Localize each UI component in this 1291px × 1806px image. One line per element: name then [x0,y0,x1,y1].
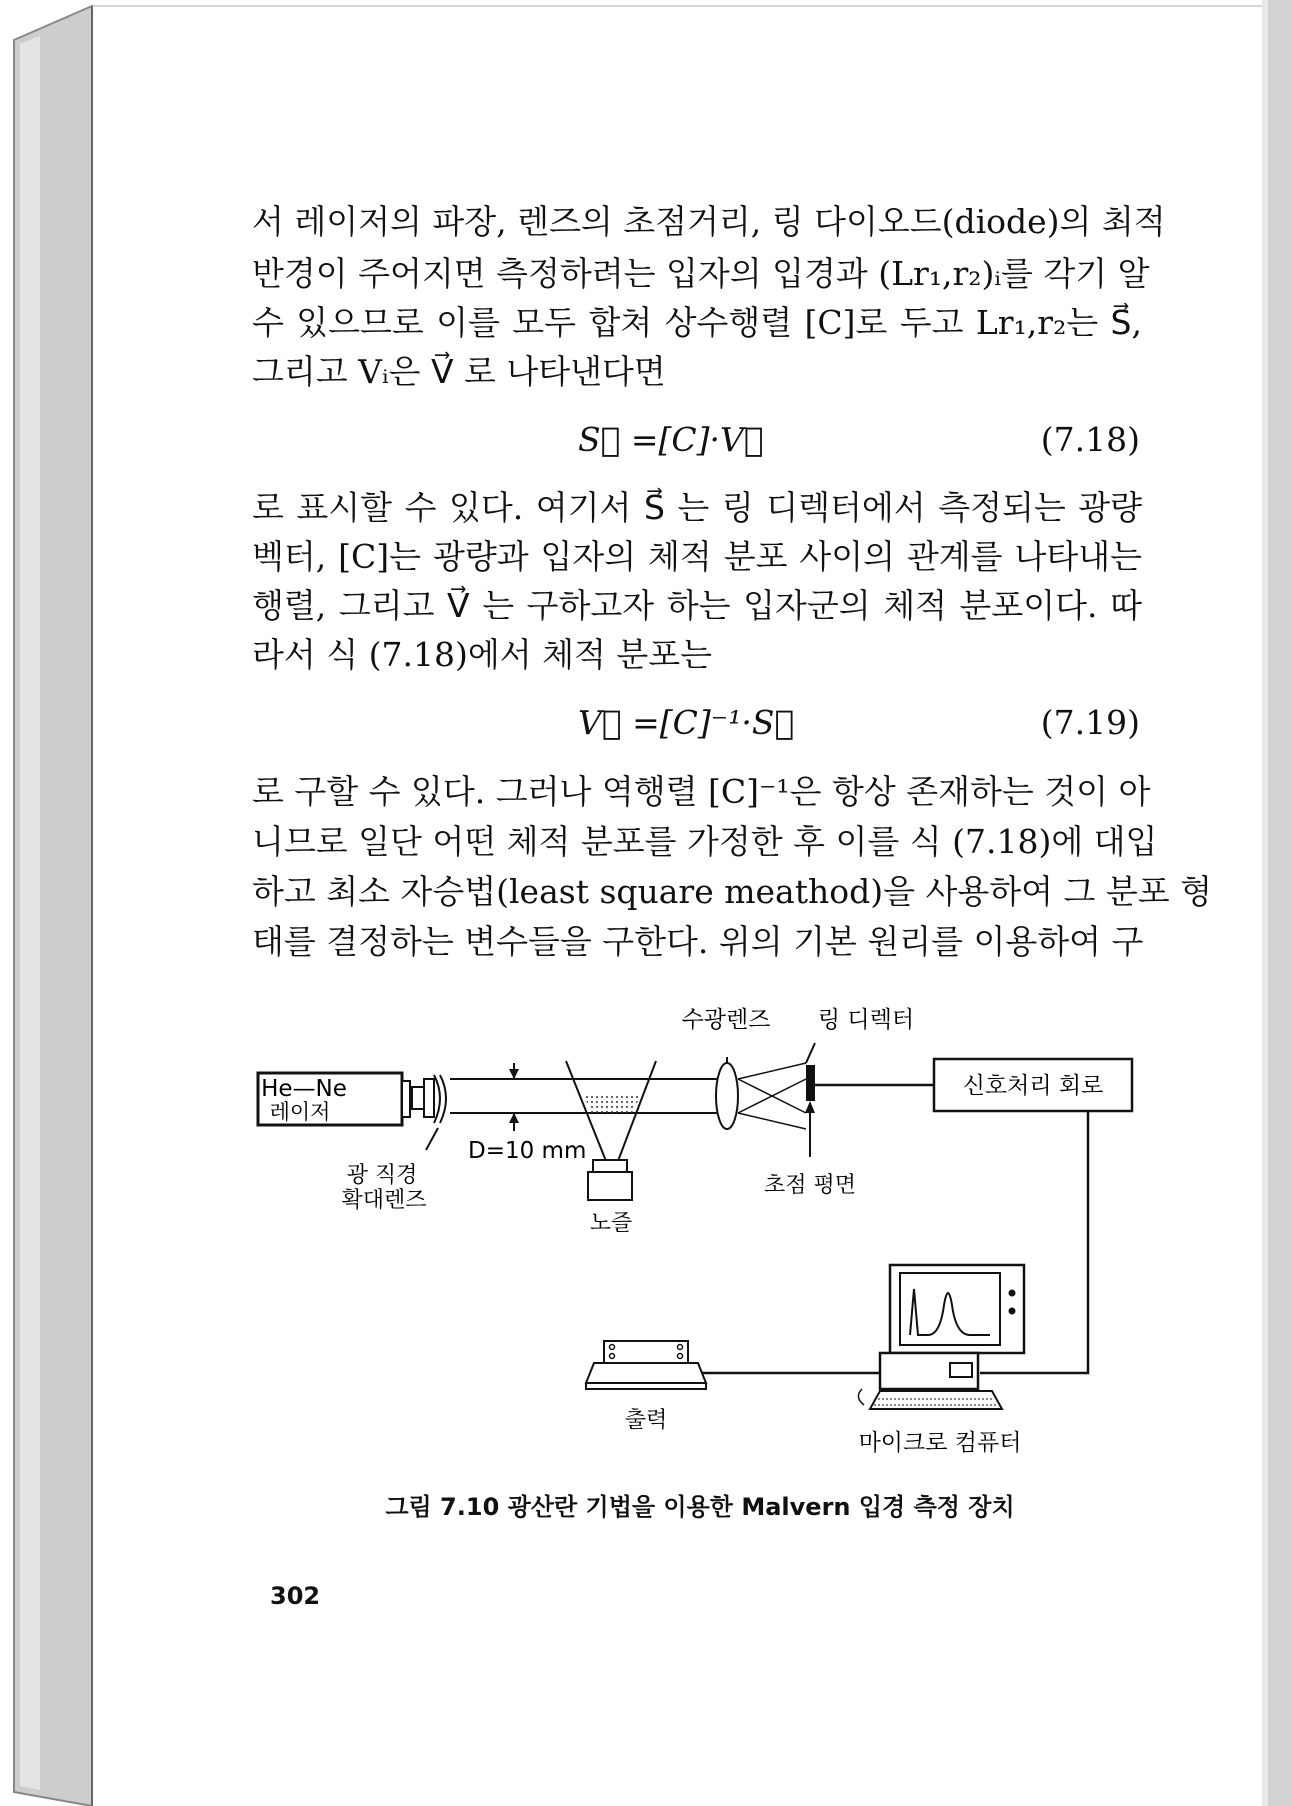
equation: V⃗ =[C]⁻¹·S⃗ [578,703,795,742]
beam-diameter-marker [509,1063,519,1131]
expander-label-1: 광 직경 [346,1163,418,1188]
laser-label-1: He—Ne [261,1076,347,1102]
nozzle-label: 노즐 [589,1211,633,1236]
ring-detector-pointer [806,1043,815,1063]
receiving-lens-label: 수광렌즈 [681,1007,771,1033]
ring-detector [806,1065,815,1101]
body-line: 벡터, [C]는 광량과 입자의 체적 분포 사이의 관계를 나타내는 [252,537,1142,576]
body-line: 니므로 일단 어떤 체적 분포를 가정한 후 이를 식 (7.18)에 대입 [252,822,1158,861]
beam-expander-lens [412,1075,446,1123]
he-ne-laser [258,1073,410,1125]
figure-caption: 그림 7.10 광산란 기법을 이용한 Malvern 입경 측정 장치 [385,1493,1015,1521]
body-line: 라서 식 (7.18)에서 체적 분포는 [252,635,712,674]
expander-label-2: 확대렌즈 [341,1188,427,1213]
equation: S⃗ =[C]·V⃗ [578,420,764,459]
page-number: 302 [270,1582,321,1610]
body-line: 그리고 Vᵢ은 V⃗ 로 나타낸다면 [252,352,666,391]
equation-row [252,703,1142,747]
printer-label: 출력 [624,1408,668,1433]
nozzle [588,1160,632,1200]
microcomputer [858,1265,1024,1409]
computer-label: 마이크로 컴퓨터 [858,1430,1022,1456]
equation-row [252,420,1142,464]
receiving-lens [716,1063,738,1129]
spray-particles [584,1093,642,1113]
body-line: 로 표시할 수 있다. 여기서 S⃗ 는 링 디렉터에서 측정되는 광량 [252,488,1142,527]
body-line: 반경이 주어지면 측정하려는 입자의 입경과 (Lr₁,r₂)ᵢ를 각기 알 [252,254,1150,293]
printer [586,1341,706,1389]
body-line: 태를 결정하는 변수들을 구한다. 위의 기본 원리를 이용하여 구 [252,922,1144,961]
signal-processing-label: 신호처리 회로 [962,1073,1104,1099]
ray [738,1063,806,1079]
body-line: 하고 최소 자승법(least square meathod)을 사용하여 그 분포 형 [252,872,1212,911]
ray [738,1113,806,1129]
ring-detector-label: 링 디렉터 [817,1007,915,1033]
malvern-apparatus-diagram [250,985,1150,1475]
beam-diameter-label: D=10 mm [468,1138,587,1164]
body-line: 서 레이저의 파장, 렌즈의 초점거리, 링 다이오드(diode)의 최적 [252,202,1166,241]
equation-number: (7.18) [1040,420,1140,459]
body-line: 행렬, 그리고 V⃗ 는 구하고자 하는 입자군의 체적 분포이다. 따 [252,586,1142,625]
focal-plane-label: 초점 평면 [763,1173,857,1198]
expander-pointer [426,1128,438,1150]
body-line: 수 있으므로 이를 모두 합쳐 상수행렬 [C]로 두고 Lr₁,r₂는 S⃗, [252,303,1142,342]
body-line: 로 구할 수 있다. 그러나 역행렬 [C]⁻¹은 항상 존재하는 것이 아 [252,772,1151,811]
laser-label-2: 레이저 [269,1100,331,1124]
equation-number: (7.19) [1040,703,1140,742]
